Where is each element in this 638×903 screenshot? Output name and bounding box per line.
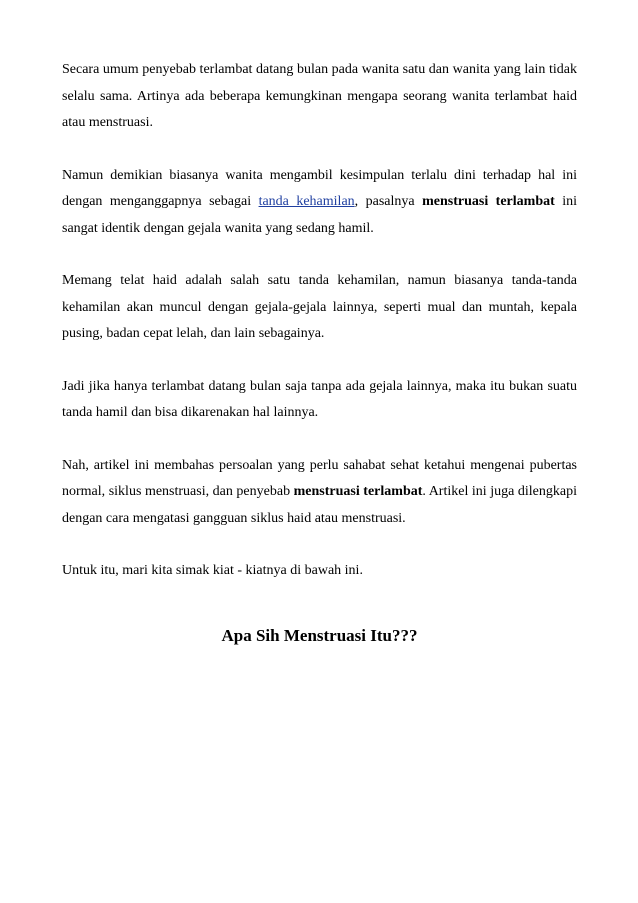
bold-term: menstruasi terlambat (293, 484, 423, 499)
paragraph-text: Nah, artikel ini membahas persoalan yang perlu sahabat sehat ketahui mengenai pubertas normal, siklus menstruasi, dan penyebab (62, 457, 577, 499)
paragraph-text: . Artikel ini juga dilengkapi dengan cara mengatasi gangguan siklus haid atau menstruasi. (62, 484, 577, 526)
paragraph-text: , pasalnya (354, 194, 423, 209)
paragraph-text: Memang telat haid adalah salah satu tanda kehamilan, namun biasanya tanda-tanda kehamilan akan muncul dengan gejala-gejala lainnya, seperti mual dan muntah, kepala pusing, badan cepat lelah, dan lain sebagainya. (62, 273, 577, 341)
paragraph-text: Namun demikian biasanya wanita mengambil kesimpulan terlalu dini terhadap hal ini dengan menganggapnya sebagai (62, 167, 577, 209)
paragraph-not-pregnant (62, 374, 577, 427)
document-page (62, 57, 577, 649)
paragraph-closing (62, 558, 577, 585)
paragraph-text: Untuk itu, mari kita simak kiat - kiatnya di bawah ini. (62, 563, 363, 578)
paragraph-text: ini sangat identik dengan gejala wanita yang sedang hamil. (62, 194, 578, 236)
paragraph-article-summary (62, 453, 577, 533)
paragraph-text: Jadi jika hanya terlambat datang bulan saja tanpa ada gejala lainnya, maka itu bukan suatu tanda hamil dan bisa dikarenakan hal lainnya. (62, 378, 577, 420)
bold-term: menstruasi terlambat (422, 194, 555, 209)
paragraph-conclusion-early (62, 163, 577, 243)
tanda-kehamilan-link[interactable]: tanda kehamilan (258, 194, 355, 209)
paragraph-pregnancy-signs (62, 268, 577, 348)
section-heading: Apa Sih Menstruasi Itu??? (221, 625, 418, 645)
paragraph-intro-text: Secara umum penyebab terlambat datang bulan pada wanita satu dan wanita yang lain tidak selalu sama. Artinya ada beberapa kemungkinan mengapa seorang wanita terlambat haid atau menstruasi. (62, 62, 577, 130)
paragraph-intro (62, 57, 577, 137)
